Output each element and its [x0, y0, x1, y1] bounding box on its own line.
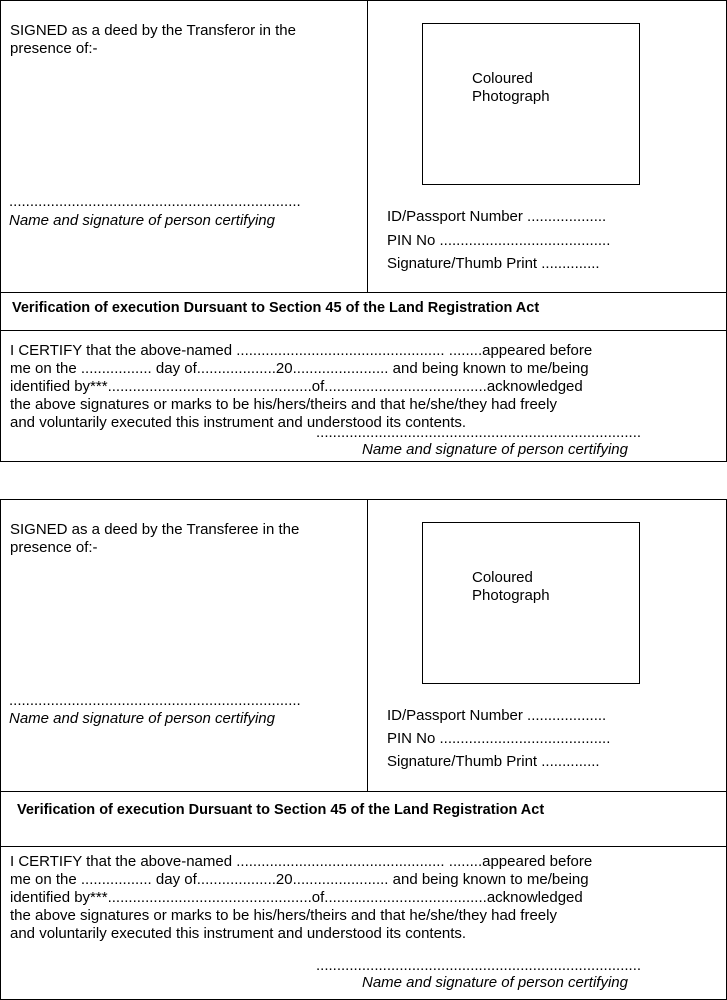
certifier-signature-line: ..............................................................................	[316, 957, 642, 974]
certify-line-5: and voluntarily executed this instrument and understood its contents.	[10, 414, 467, 431]
witness-signature-line: ......................................................................	[9, 692, 301, 709]
transferor-section	[0, 0, 727, 462]
certify-line-4: the above signatures or marks to be his/hers/theirs and that he/she/they had freely	[10, 907, 557, 924]
witness-cell	[1, 1, 368, 292]
certify-line-2: me on the ................. day of...................20....................... and being known to me/being	[10, 360, 589, 377]
verification-title: Verification of execution Dursuant to Section 45 of the Land Registration Act	[12, 300, 540, 316]
signature-thumb-field: Signature/Thumb Print ..............	[387, 255, 600, 272]
certify-line-3: identified by***.................................................of.......................................acknowledged	[10, 889, 583, 906]
id-passport-field: ID/Passport Number ...................	[387, 208, 607, 225]
presence-of-text: presence of:-	[10, 539, 98, 556]
certifier-signature-label: Name and signature of person certifying	[362, 441, 628, 458]
photo-label-line1: Coloured	[472, 70, 533, 87]
presence-of-text: presence of:-	[10, 40, 98, 57]
divider	[1, 330, 726, 331]
pin-field: PIN No .........................................	[387, 730, 611, 747]
photo-box	[422, 23, 640, 185]
signed-deed-text: SIGNED as a deed by the Transferee in the	[10, 521, 300, 538]
certify-line-2: me on the ................. day of...................20....................... and being known to me/being	[10, 871, 589, 888]
certifier-signature-line: ..............................................................................	[316, 424, 642, 441]
photo-cell	[368, 1, 726, 292]
certify-line-3: identified by***.................................................of.......................................acknowledged	[10, 378, 583, 395]
witness-signature-label: Name and signature of person certifying	[9, 212, 275, 229]
divider	[1, 292, 726, 293]
transferee-section	[0, 499, 727, 1000]
divider	[1, 846, 726, 847]
pin-field: PIN No .........................................	[387, 232, 611, 249]
photo-label-line2: Photograph	[472, 88, 550, 105]
photo-label-line1: Coloured	[472, 569, 533, 586]
signature-thumb-field: Signature/Thumb Print ..............	[387, 753, 600, 770]
witness-signature-line: ......................................................................	[9, 193, 301, 210]
photo-cell	[368, 500, 726, 791]
witness-signature-label: Name and signature of person certifying	[9, 710, 275, 727]
divider	[1, 791, 726, 792]
witness-cell	[1, 500, 368, 791]
verification-title: Verification of execution Dursuant to Section 45 of the Land Registration Act	[17, 802, 545, 818]
certifier-signature-label: Name and signature of person certifying	[362, 974, 628, 991]
photo-label-line2: Photograph	[472, 587, 550, 604]
id-passport-field: ID/Passport Number ...................	[387, 707, 607, 724]
photo-box	[422, 522, 640, 684]
signed-deed-text: SIGNED as a deed by the Transferor in the	[10, 22, 296, 39]
certify-line-4: the above signatures or marks to be his/hers/theirs and that he/she/they had freely	[10, 396, 557, 413]
signing-row	[1, 500, 726, 791]
certify-line-5: and voluntarily executed this instrument and understood its contents.	[10, 925, 467, 942]
signing-row	[1, 1, 726, 292]
certify-line-1: I CERTIFY that the above-named .................................................. ........appeared before	[10, 342, 593, 359]
certify-line-1: I CERTIFY that the above-named .................................................. ........appeared before	[10, 853, 593, 870]
